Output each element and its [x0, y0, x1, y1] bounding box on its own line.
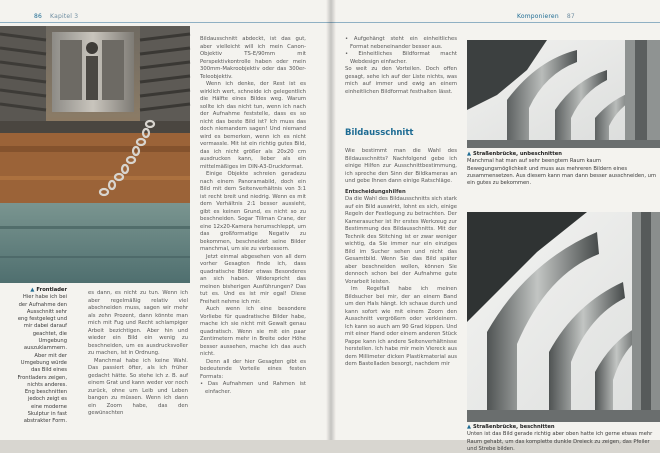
paragraph: Manchmal habe ich keine Wahl. Das passiert öfter, als ich früher gedacht hätte. So stehe ich z. B. auf einem Grat und kann weder vor noch zurück, ohne um Leib und Leben bangen zu müssen. Wenn ich dann ein Zoom habe, das den gewünschten	[88, 357, 188, 416]
paragraph: Da die Wahl des Bildausschnitts sich stark auf ein Bild auswirkt, lohnt es sich, einige Regeln der Festlegung zu betrachten. Der Kamerasucher ist Ihr erstes Werkzeug zur Bestimmung des Bildausschnitts. Mit der Technik des Stitching ist er zwar weniger wichtig, da Sie immer nur ein einziges Bild im Sucher sehen und nicht das Gesamtbild. Wenn Sie das Bild später aber beschneiden wollen, können Sie dennoch schon bei der Aufnahme gute Vorarbeit leisten.	[345, 196, 457, 285]
page-number-left: 86	[34, 13, 43, 20]
left-page	[0, 0, 331, 440]
bullet-item: • Aufgehängt steht ein einheitliches Format nebeneinander besser aus.	[345, 36, 457, 50]
running-head-right	[517, 13, 575, 20]
caption-title	[467, 151, 657, 158]
paragraph: Wenn ich denke, der Rest ist es wirklich wert, schneide ich gelegentlich die Hälfte eines Bildes weg. Warum sollte ich das nicht tun, wenn ich nach der Aufnahme feststelle, dass es so nicht das beste Bild ist? Ich muss das doch niemandem sagen! Und niemand wird es bemerken, wenn ich es nicht vermassle. Mit ist ein richtig gutes Bild, das ich nicht größer als 20x20 cm ausdrucken kann, lieber als ein mittelmäßiges im DIN-A3-Druckformat.	[200, 81, 306, 170]
header-rule-left	[0, 22, 331, 23]
paragraph: Jetzt einmal abgesehen von all dem vorher Gesagten finde ich, dass quadratische Bilder etwas Besonderes an sich haben. Widerspricht das meinen bisherigen Ausführungen? Das tut es. Und es ist mir egal! Diese Freiheit nehme ich mir.	[200, 253, 306, 305]
book-gutter	[326, 0, 336, 440]
caption-body: Hier habe ich bei der Aufnahme den Ausschnitt sehr eng festgelegt und mir dabei darauf geachtet, die Umgebung auszuklammern. Aber mit der Umgebung würde das Bild eines Frontladers zeigen, nichts anderes. Eng beschnitten jedoch zeigt es eine moderne Skulptur in fast abstrakter Form.	[17, 294, 67, 425]
bridge-caption-top	[467, 151, 657, 187]
paragraph: es dann, es nicht zu tun. Wenn ich aber regelmäßig relativ viel abschneiden muss, sagen wir mehr als zehn Prozent, dann könnte man mich mit Fug und Recht schlampiger Arbeit bezichtigen. Aber hin und wieder ein Bild ein wenig zu beschneiden, um es ausdrucksvoller zu machen, ist in Ordnung.	[88, 290, 188, 356]
triangle-icon: ▲	[467, 424, 471, 430]
right-column-body	[345, 148, 457, 369]
caption-title	[467, 424, 657, 431]
left-column-2	[200, 36, 306, 396]
bullet-item: • Einheitliches Bildformat macht Webdesign einfacher.	[345, 51, 457, 65]
caption-body: Unten ist das Bild gerade richtig aber oben hatte ich gerne etwas mehr Raum gehabt, um das komplette dunkle Dreieck zu zeigen, das Pfeiler und Strebe bilden.	[467, 431, 653, 452]
page-number-right: 87	[566, 13, 575, 20]
paragraph: Im Regelfall habe ich meinen Bildsucher bei mir, der an einem Band um den Hals hängt. Ich schaue durch und kann sofort wie mit einem Zoom den Ausschnitt vergrößern oder verkleinern. Ich kann so auch am 90 Grad kippen. Und mit einer Hand oder einem anderen Stück Pappe kann ich andere Seitenverhältnisse herstellen. Ich habe mir mein Viereck aus dem Millimeter dicken Plastikmaterial aus dem Bastelladen besorgt, nachdem mir	[345, 286, 457, 367]
bridge-caption-bottom	[467, 424, 657, 453]
right-page	[331, 0, 660, 452]
paragraph: Bildausschnitt abdeckt, ist das gut, aber vielleicht will ich mein Canon-Objektiv TS-E/90mm mit Perspektivkontrolle haben oder mein 300mm-Makroobjektiv oder das 300er-Teleobjektiv.	[200, 36, 306, 80]
right-column-top	[345, 36, 457, 96]
paragraph: Einige Objekte schreien geradezu nach einem Panoramabild, doch ein Bild mit dem Seitenverhältnis von 3:1 ist recht breit und niedrig. Wenn es mit dem Verhältnis 2:1 besser aussieht, gibt es keinen Grund, es nicht so zu beschneiden. Sogar Tillman Crane, der eine 12x20-Kamera herumschleppt, um das großformatige Negativ zu bekommen, beschneidet seine Bilder manchmal, um sie zu verbessern.	[200, 171, 306, 252]
bridge-photo-uncropped	[467, 40, 660, 148]
paragraph: Denn all der hier Gesagten gibt es bedeutende Vorteile eines festen Formats:	[200, 358, 306, 380]
running-head-left	[34, 13, 78, 20]
frontlader-caption	[16, 287, 67, 426]
frontlader-photo	[0, 26, 190, 283]
bridge-photo-cropped	[467, 212, 660, 422]
triangle-icon: ▲	[30, 287, 35, 293]
bullet-item: • Das Aufnahmen und Rahmen ist einfacher.	[200, 381, 306, 395]
intro-paragraph: Wie bestimmt man die Wahl des Bildausschnitts? Nachfolgend gebe ich einige Hilfen zur Ausschnittbestimmung, ich spreche den Sinn der Bildkameras an und gebe Ihnen dann einige Ratschläge.	[345, 148, 457, 184]
caption-body: Manchmal hat man auf sehr beengtem Raum kaum Bewegungsmöglichkeit und muss aus mehreren Bildern eines zusammensetzen. Aus diesem kann man dann besser ausschneiden, um ein gutes zu bekommen.	[467, 158, 657, 187]
caption-title	[16, 287, 67, 294]
caption-title-text: Straßenbrücke, beschnitten	[473, 424, 555, 430]
section-heading: Bildausschnitt	[345, 128, 414, 138]
section-label: Komponieren	[517, 13, 559, 20]
caption-title-text: Frontlader	[36, 287, 67, 293]
caption-title-text: Straßenbrücke, unbeschnitten	[473, 151, 562, 157]
paragraph: So weit zu den Vorteilen. Doch offen gesagt, sehe ich auf der Liste nichts, was mich auf immer und ewig an einem einheitlichen Bildformat festhalten lässt.	[345, 66, 457, 95]
paragraph: Auch wenn ich eine besondere Vorliebe für quadratische Bilder habe, mache ich sie nicht mit Gewalt genau quadratisch. Wenn sie mit ein paar Zentimetern mehr in Breite oder Höhe besser aussehen, mache ich das auch nicht.	[200, 306, 306, 357]
left-column-1	[88, 290, 188, 418]
chapter-label: Kapitel 3	[50, 13, 79, 20]
header-rule-right	[331, 22, 660, 23]
triangle-icon: ▲	[467, 151, 471, 157]
subheading: Entscheidungshilfen	[345, 188, 406, 195]
